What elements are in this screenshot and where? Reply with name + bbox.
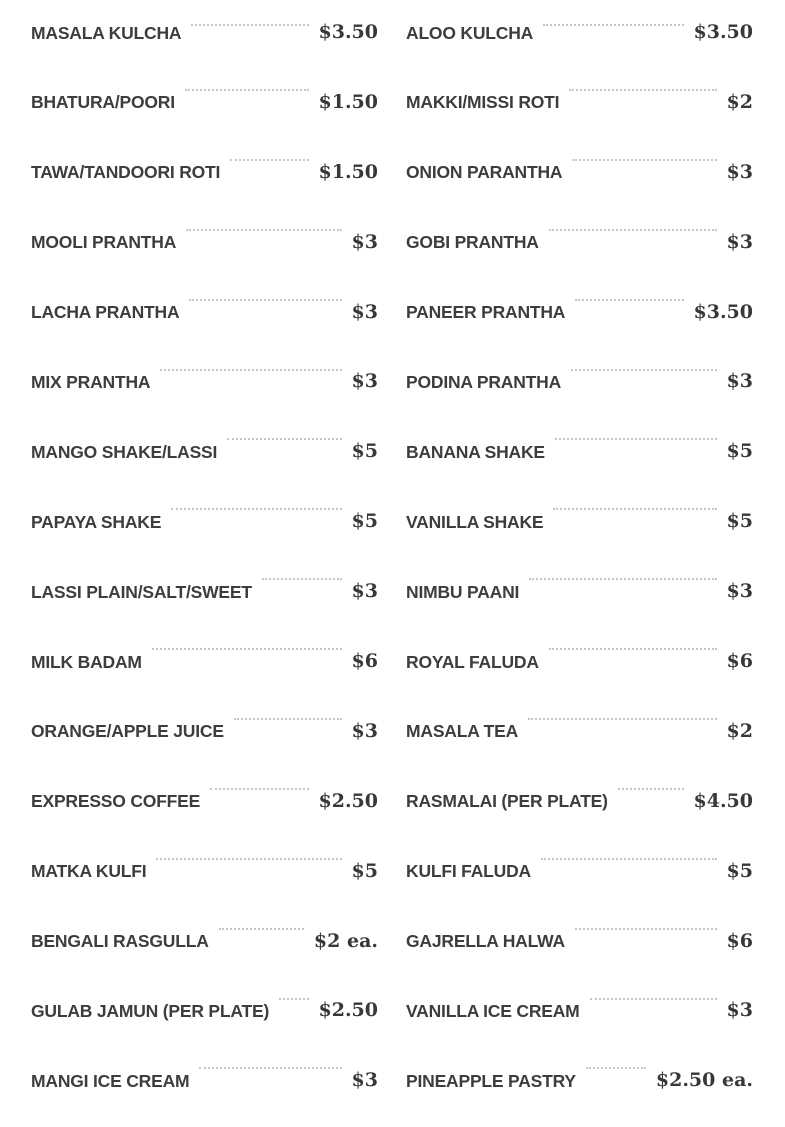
menu-item-name: MILK BADAM	[31, 651, 142, 672]
menu-item-name: PAPAYA SHAKE	[31, 511, 162, 532]
dotted-leader	[160, 369, 341, 371]
menu-item-price: $2	[726, 719, 753, 742]
menu-item	[406, 0, 753, 60]
dotted-leader	[590, 998, 717, 1000]
menu-item	[406, 829, 753, 899]
dotted-leader	[555, 438, 717, 440]
menu-item	[31, 1038, 378, 1108]
dotted-leader	[230, 159, 308, 161]
dotted-leader	[571, 369, 717, 371]
dotted-leader	[575, 299, 683, 301]
menu-item	[31, 270, 378, 340]
dotted-leader	[572, 159, 716, 161]
menu-item-price: $3	[726, 230, 753, 253]
menu-item	[31, 829, 378, 899]
dotted-leader	[569, 89, 716, 91]
menu-item	[31, 200, 378, 270]
menu-item-name: BANANA SHAKE	[406, 441, 545, 462]
menu-item	[406, 130, 753, 200]
menu-item-name: MANGO SHAKE/LASSI	[31, 441, 218, 462]
menu-item-price: $5	[351, 440, 378, 463]
menu-item	[406, 899, 753, 969]
dotted-leader	[219, 928, 304, 930]
menu-item	[31, 60, 378, 130]
menu-item-name: ALOO KULCHA	[406, 22, 534, 43]
menu-item	[31, 409, 378, 479]
menu-item	[406, 689, 753, 759]
menu-item-name: MAKKI/MISSI ROTI	[406, 92, 560, 113]
menu-item-price: $5	[726, 510, 753, 533]
dotted-leader	[279, 998, 308, 1000]
menu-item-price: $5	[351, 510, 378, 533]
menu-item	[406, 549, 753, 619]
dotted-leader	[262, 578, 342, 580]
menu-item-name: MATKA KULFI	[31, 861, 147, 882]
menu-list	[31, 0, 753, 1108]
menu-item	[406, 340, 753, 410]
menu-item-price: $5	[726, 440, 753, 463]
menu-item	[31, 759, 378, 829]
menu-item-name: ROYAL FALUDA	[406, 651, 539, 672]
menu-item-price: $2.50	[318, 999, 378, 1022]
menu-item	[406, 759, 753, 829]
dotted-leader	[171, 508, 341, 510]
dotted-leader	[189, 299, 341, 301]
menu-item-name: ORANGE/APPLE JUICE	[31, 721, 224, 742]
menu-item	[31, 340, 378, 410]
menu-item-name: NIMBU PAANI	[406, 581, 520, 602]
menu-item-price: $3	[351, 580, 378, 603]
menu-item	[406, 619, 753, 689]
menu-item-price: $1.50	[318, 90, 378, 113]
menu-item-name: BHATURA/POORI	[31, 92, 175, 113]
menu-item	[31, 0, 378, 60]
menu-item	[406, 200, 753, 270]
dotted-leader	[529, 578, 716, 580]
dotted-leader	[185, 89, 309, 91]
menu-item	[406, 270, 753, 340]
menu-item-price: $3	[726, 370, 753, 393]
dotted-leader	[528, 718, 716, 720]
dotted-leader	[227, 438, 341, 440]
menu-item-price: $4.50	[693, 789, 753, 812]
menu-item-name: MOOLI PRANTHA	[31, 232, 177, 253]
dotted-leader	[553, 508, 716, 510]
dotted-leader	[575, 928, 717, 930]
menu-item-name: GAJRELLA HALWA	[406, 931, 565, 952]
menu-item-name: ONION PARANTHA	[406, 162, 563, 183]
menu-column-right	[406, 0, 753, 1108]
menu-item	[31, 619, 378, 689]
menu-item-name: GULAB JAMUN (PER PLATE)	[31, 1000, 270, 1021]
menu-item-price: $5	[351, 859, 378, 882]
menu-item-name: PODINA PRANTHA	[406, 371, 562, 392]
menu-item-price: $3	[726, 160, 753, 183]
menu-item-name: EXPRESSO COFFEE	[31, 791, 201, 812]
menu-item-name: MANGI ICE CREAM	[31, 1070, 190, 1091]
menu-item-price: $6	[726, 650, 753, 673]
menu-item	[406, 60, 753, 130]
menu-item	[31, 899, 378, 969]
menu-item-price: $3	[351, 300, 378, 323]
menu-item	[31, 130, 378, 200]
menu-item-price: $1.50	[318, 160, 378, 183]
menu-item-name: BENGALI RASGULLA	[31, 931, 209, 952]
dotted-leader	[586, 1067, 646, 1069]
menu-item-price: $3.50	[693, 300, 753, 323]
menu-item-price: $3	[351, 719, 378, 742]
menu-item-price: $3	[351, 370, 378, 393]
menu-item-price: $2.50	[318, 789, 378, 812]
menu-item-name: VANILLA ICE CREAM	[406, 1000, 580, 1021]
menu-item-price: $5	[726, 859, 753, 882]
dotted-leader	[186, 229, 341, 231]
menu-item-price: $2 ea.	[313, 929, 378, 952]
dotted-leader	[618, 788, 684, 790]
dotted-leader	[541, 858, 717, 860]
dotted-leader	[156, 858, 341, 860]
dotted-leader	[234, 718, 342, 720]
menu-item-price: $3.50	[318, 21, 378, 43]
menu-item-name: LASSI PLAIN/SALT/SWEET	[31, 581, 252, 602]
dotted-leader	[543, 24, 683, 26]
dotted-leader	[549, 648, 717, 650]
menu-item-name: VANILLA SHAKE	[406, 511, 544, 532]
menu-item	[31, 479, 378, 549]
menu-item	[406, 1038, 753, 1108]
menu-item-name: PINEAPPLE PASTRY	[406, 1070, 576, 1091]
menu-item-price: $3.50	[693, 21, 753, 43]
dotted-leader	[199, 1067, 341, 1069]
menu-item-name: TAWA/TANDOORI ROTI	[31, 162, 221, 183]
menu-item	[406, 479, 753, 549]
menu-item-name: MASALA KULCHA	[31, 22, 182, 43]
dotted-leader	[210, 788, 308, 790]
menu-item-price: $6	[726, 929, 753, 952]
menu-item-price: $6	[351, 650, 378, 673]
menu-item-name: GOBI PRANTHA	[406, 232, 539, 253]
menu-item-name: KULFI FALUDA	[406, 861, 531, 882]
menu-item	[31, 549, 378, 619]
menu-item-price: $2	[726, 90, 753, 113]
menu-item	[31, 689, 378, 759]
menu-item	[406, 409, 753, 479]
menu-item-price: $3	[351, 1069, 378, 1092]
menu-item-name: MASALA TEA	[406, 721, 519, 742]
dotted-leader	[549, 229, 717, 231]
menu-item-name: MIX PRANTHA	[31, 371, 151, 392]
menu-item-price: $3	[351, 230, 378, 253]
dotted-leader	[191, 24, 308, 26]
dotted-leader	[152, 648, 342, 650]
menu-item-name: PANEER PRANTHA	[406, 302, 566, 323]
menu-item-name: RASMALAI (PER PLATE)	[406, 791, 608, 812]
menu-item-name: LACHA PRANTHA	[31, 302, 180, 323]
menu-item-price: $2.50 ea.	[655, 1069, 753, 1092]
menu-column-left	[31, 0, 378, 1108]
menu-item-price: $3	[726, 580, 753, 603]
menu-item	[31, 969, 378, 1039]
menu-item	[406, 969, 753, 1039]
menu-item-price: $3	[726, 999, 753, 1022]
